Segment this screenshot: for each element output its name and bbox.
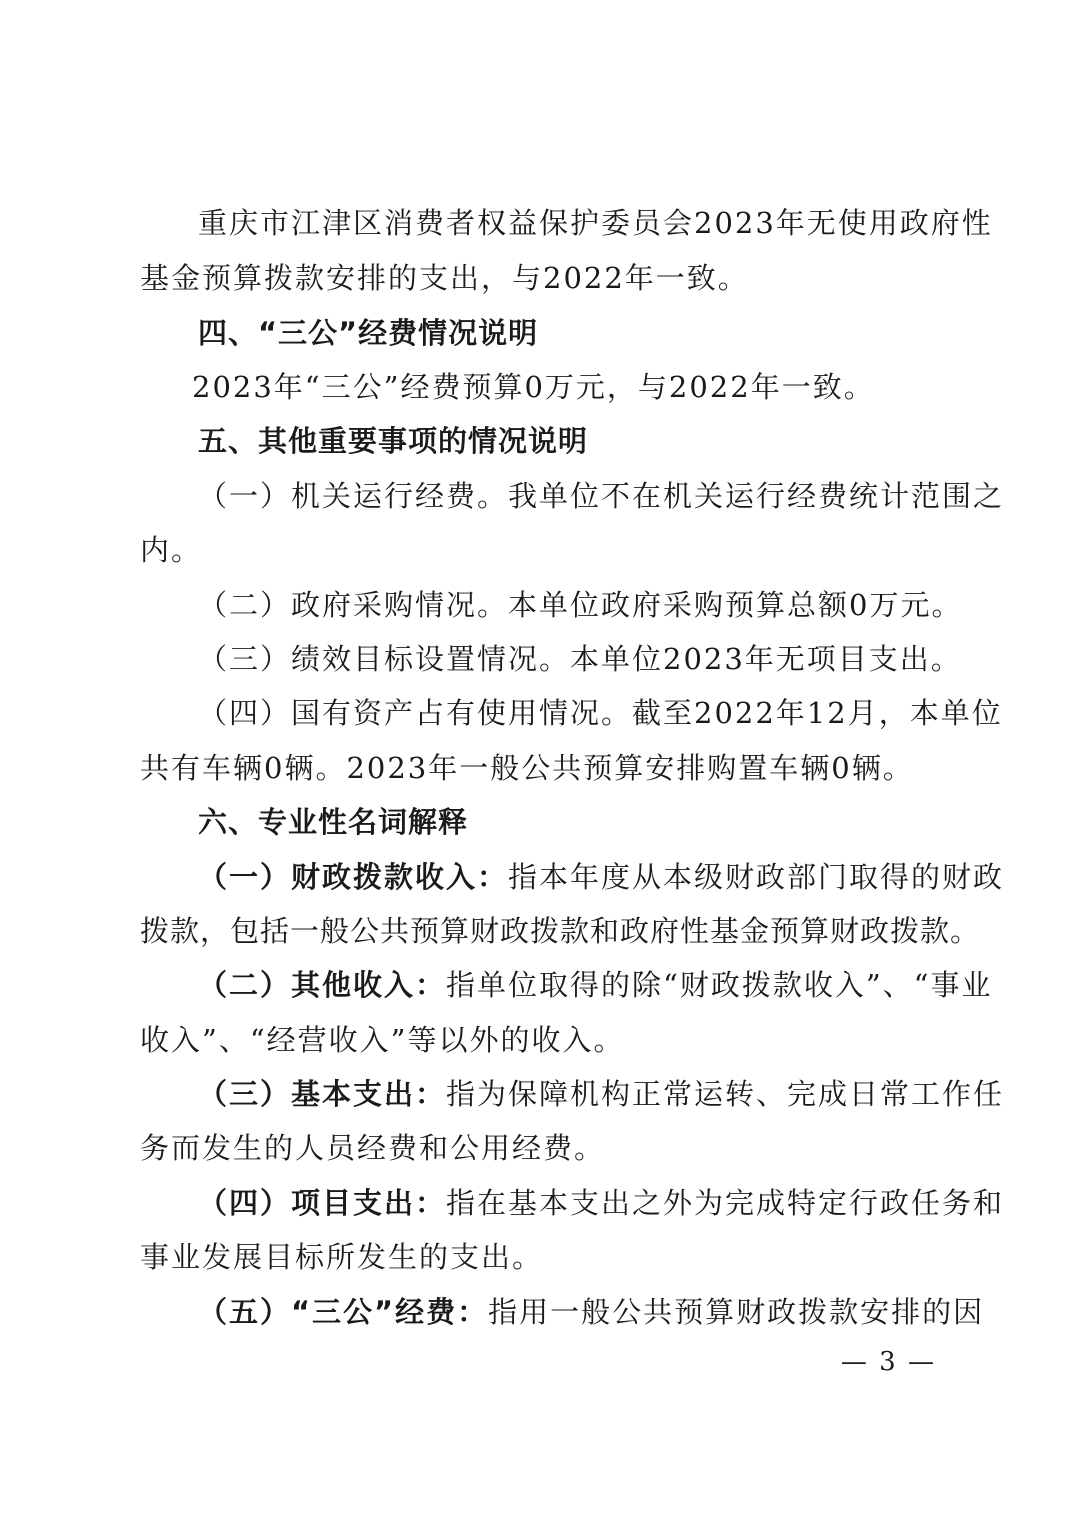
paragraph-line: 事业发展目标所发生的支出。: [140, 1240, 544, 1274]
term-line: [198, 857, 1005, 897]
term-definition: 指本年度从本级财政部门取得的财政: [508, 860, 1005, 894]
term-label: （三）基本支出：: [198, 1077, 447, 1111]
paragraph-line: 基金预算拨款安排的支出，与2022年一致。: [140, 261, 749, 295]
page-number: — 3 —: [840, 1347, 936, 1377]
term-label: （五）“三公”经费：: [198, 1295, 489, 1329]
paragraph-line: 收入”、“经营收入”等以外的收入。: [140, 1023, 625, 1057]
paragraph-line: （四）国有资产占有使用情况。截至2022年12月，本单位: [198, 696, 1003, 730]
term-line: [198, 965, 993, 1005]
term-line: [198, 1292, 985, 1332]
term-line: [198, 1183, 1005, 1223]
paragraph-line: 拨款，包括一般公共预算财政拨款和政府性基金预算财政拨款。: [140, 914, 981, 948]
paragraph-line: （一）机关运行经费。我单位不在机关运行经费统计范围之: [198, 479, 1005, 513]
section-heading-4: 四、“三公”经费情况说明: [198, 316, 539, 350]
paragraph-line: （二）政府采购情况。本单位政府采购预算总额0万元。: [198, 588, 963, 622]
section-heading-5: 五、其他重要事项的情况说明: [198, 424, 589, 458]
section-heading-6: 六、专业性名词解释: [198, 805, 469, 839]
paragraph-line: 共有车辆0辆。2023年一般公共预算安排购置车辆0辆。: [140, 751, 914, 785]
paragraph-line: （三）绩效目标设置情况。本单位2023年无项目支出。: [198, 642, 962, 676]
paragraph-line: 内。: [140, 533, 203, 567]
term-definition: 指单位取得的除“财政拨款收入”、“事业: [446, 968, 993, 1002]
term-label: （四）项目支出：: [198, 1186, 447, 1220]
term-definition: 指用一般公共预算财政拨款安排的因: [488, 1295, 985, 1329]
term-label: （一）财政拨款收入：: [198, 860, 509, 894]
term-definition: 指为保障机构正常运转、完成日常工作任: [446, 1077, 1005, 1111]
term-label: （二）其他收入：: [198, 968, 447, 1002]
paragraph-line: 务而发生的人员经费和公用经费。: [140, 1131, 606, 1165]
term-definition: 指在基本支出之外为完成特定行政任务和: [446, 1186, 1005, 1220]
paragraph-line: 2023年“三公”经费预算0万元，与2022年一致。: [192, 370, 875, 404]
term-line: [198, 1074, 1005, 1114]
paragraph-line: 重庆市江津区消费者权益保护委员会2023年无使用政府性: [198, 206, 993, 240]
